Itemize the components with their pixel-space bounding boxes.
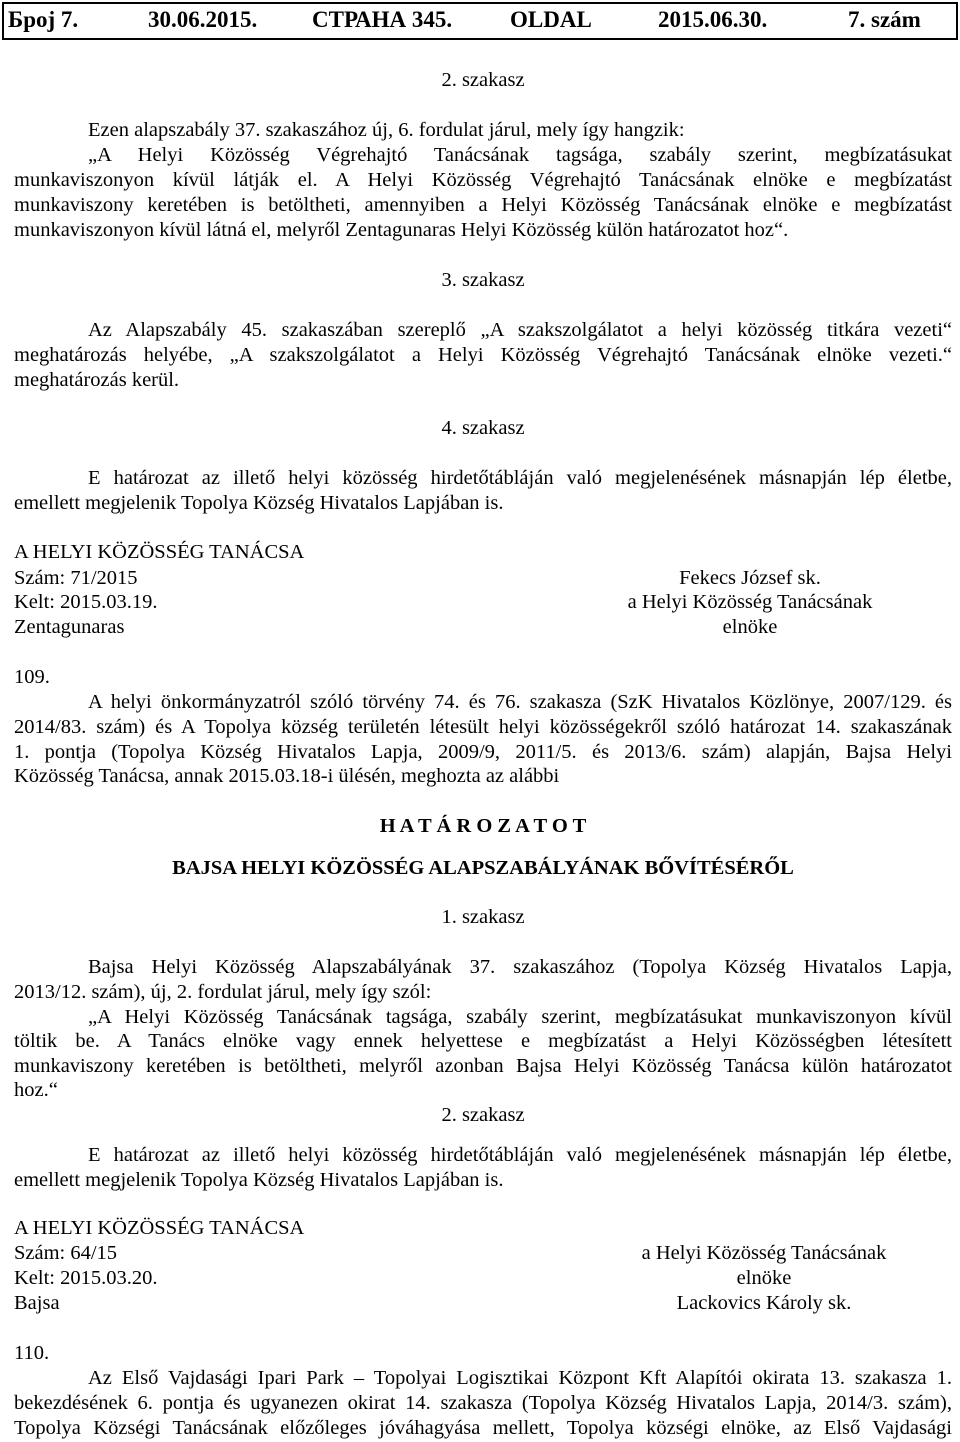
- paragraph-line: „A Helyi Közösség Tanácsának tagsága, szabály szerint, megbízatásukat munkaviszonyon kívül: [88, 1006, 952, 1028]
- section-heading: 2. szakasz: [441, 1104, 525, 1126]
- signature-title: a Helyi Közösség Tanácsának: [627, 591, 873, 613]
- paragraph-line: emellett megjelenik Topolya Község Hivatalos Lapjában is.: [14, 1169, 504, 1191]
- signature-date: Kelt: 2015.03.19.: [14, 591, 158, 613]
- paragraph-line: E határozat az illető helyi közösség hirdetőtábláján való megjelenésének másnapján lép életbe,: [88, 467, 952, 489]
- header-date-hungarian: 2015.06.30.: [658, 7, 768, 32]
- decision-title: BAJSA HELYI KÖZÖSSÉG ALAPSZABÁLYÁNAK BŐVÍTÉSÉRŐL: [172, 857, 794, 879]
- paragraph-line: emellett megjelenik Topolya Község Hivatalos Lapjában is.: [14, 492, 504, 514]
- paragraph-line: „A Helyi Közösség Végrehajtó Tanácsának tagsága, szabály szerint, megbízatásukat: [88, 144, 952, 166]
- signature-council: A HELYI KÖZÖSSÉG TANÁCSA: [14, 541, 305, 563]
- paragraph-line: töltik be. A Tanács elnöke vagy ennek helyettese e megbízatást a Helyi Közösségben létesített: [14, 1030, 952, 1052]
- paragraph-line: munkaviszonyon kívül látná el, melyről Zentagunaras Helyi Közösség külön határozatot hoz“.: [14, 219, 789, 241]
- paragraph-line: munkaviszony keretében is betöltheti, melyről azonban Bajsa Helyi Közösség Tanácsa külön határozatot: [14, 1055, 952, 1077]
- paragraph-line: A helyi önkormányzatról szóló törvény 74. és 76. szakasza (SzK Hivatalos Közlönye, 2007/129. és: [88, 691, 952, 713]
- header-issue-serbian: Број 7.: [8, 7, 79, 32]
- item-number: 109.: [14, 666, 50, 688]
- decision-heading: H A T Á R O Z A T O T: [379, 815, 587, 837]
- signature-title: elnöke: [736, 1267, 792, 1289]
- paragraph-line: bekezdésének 6. pontja és ugyanezen okirat 14. szakasza (Topolya Község Hivatalos Lapja, 2014/3. szám),: [14, 1392, 952, 1414]
- signature-number: Szám: 71/2015: [14, 567, 138, 589]
- paragraph-line: 1. pontja (Topolya Község Hivatalos Lapja, 2009/9, 2011/5. és 2013/6. szám) alapján, Bajsa Helyi: [14, 741, 952, 763]
- paragraph-line: munkaviszony keretében is betöltheti, amennyiben a Helyi Közösség Tanácsának elnöke e megbízatást: [14, 194, 952, 216]
- item-number: 110.: [14, 1342, 50, 1364]
- signature-title: a Helyi Közösség Tanácsának: [641, 1242, 887, 1264]
- signature-date: Kelt: 2015.03.20.: [14, 1267, 158, 1289]
- paragraph-line: E határozat az illető helyi közösség hirdetőtábláján való megjelenésének másnapján lép életbe,: [88, 1144, 952, 1166]
- section-heading: 4. szakasz: [441, 417, 525, 439]
- signature-place: Zentagunaras: [14, 616, 125, 638]
- page-header-box: [2, 2, 958, 40]
- paragraph-line: Bajsa Helyi Közösség Alapszabályának 37. szakaszához (Topolya Község Hivatalos Lapja,: [88, 956, 952, 978]
- paragraph-line: meghatározás helyébe, „A szakszolgálatot a Helyi Közösség Végrehajtó Tanácsának elnöke vezeti.“: [14, 344, 952, 366]
- paragraph-line: hoz.“: [14, 1079, 58, 1101]
- paragraph-line: munkaviszonyon kívül látják el. A Helyi Közösség Végrehajtó Tanácsának elnöke e megbízatást: [14, 169, 952, 191]
- header-issue-hungarian: 7. szám: [848, 7, 921, 32]
- signature-signer: Fekecs József sk.: [679, 567, 821, 589]
- header-page-hungarian: OLDAL: [510, 7, 592, 32]
- paragraph-line: 2013/12. szám), új, 2. fordulat járul, mely így szól:: [14, 981, 432, 1003]
- header-date-serbian: 30.06.2015.: [148, 7, 258, 32]
- paragraph-line: Topolya Községi Tanácsának előzőleges jóváhagyása mellett, Topolya községi elnöke, az Első Vajdasági: [14, 1417, 952, 1439]
- section-heading: 2. szakasz: [441, 69, 525, 91]
- signature-council: A HELYI KÖZÖSSÉG TANÁCSA: [14, 1217, 305, 1239]
- paragraph-line: meghatározás kerül.: [14, 369, 180, 391]
- signature-signer: Lackovics Károly sk.: [676, 1292, 852, 1314]
- section-heading: 1. szakasz: [441, 906, 525, 928]
- signature-title: elnöke: [722, 616, 778, 638]
- paragraph-line: 2014/83. szám) és A Topolya község területén létesült helyi közösségekről szóló határozat 14. szakaszának: [14, 716, 952, 738]
- paragraph-line: Közösség Tanácsa, annak 2015.03.18-i ülésén, meghozta az alábbi: [14, 765, 560, 787]
- signature-number: Szám: 64/15: [14, 1242, 118, 1264]
- signature-place: Bajsa: [14, 1292, 60, 1314]
- paragraph-line: Ezen alapszabály 37. szakaszához új, 6. fordulat járul, mely így hangzik:: [88, 119, 685, 141]
- header-page-serbian: СТРАНА 345.: [312, 7, 453, 32]
- section-heading: 3. szakasz: [441, 269, 525, 291]
- paragraph-line: Az Első Vajdasági Ipari Park – Topolyai Logisztikai Központ Kft Alapítói okirata 13. szakasza 1.: [88, 1367, 952, 1389]
- paragraph-line: Az Alapszabály 45. szakaszában szereplő „A szakszolgálatot a helyi közösség titkára vezeti“: [88, 319, 952, 341]
